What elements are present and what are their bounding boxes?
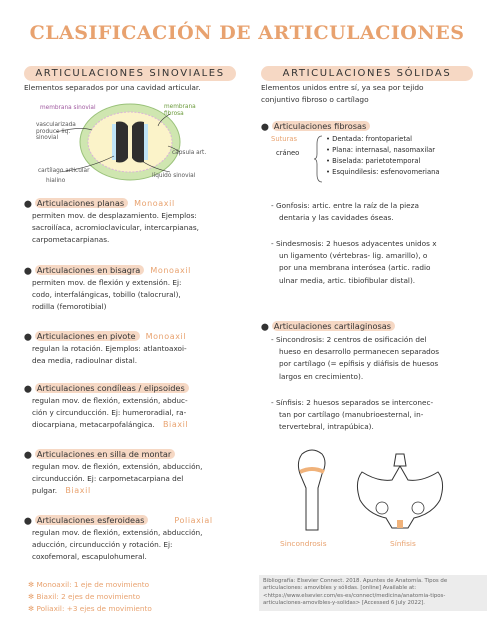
- craneo-label: cráneo: [276, 149, 300, 157]
- heading-fibrosas: ⬤ Articulaciones fibrosas: [261, 120, 370, 133]
- sinoviales-intro: Elementos separados por una cavidad articular.: [24, 83, 201, 92]
- banner-sinoviales: ARTICULACIONES SINOVIALES: [24, 66, 236, 81]
- planas-body: permiten mov. de desplazamiento. Ejemplos: sacroilíaca, acromioclavicular, intercarpianas, carpometacarpianas.: [32, 211, 199, 245]
- condileas-body: regulan mov. de flexión, extensión, abduc- ción y circunducción. Ej: humeroradial, ra- diocarpiana, metacarpofalángica. Biaxil: [32, 396, 189, 430]
- label-membrana-sinovial: membrana sinovial: [40, 105, 96, 111]
- caption-sinfisis: Sínfisis: [390, 539, 416, 548]
- heading-bisagra: ⬤ Articulaciones en bisagra Monoaxil: [24, 265, 191, 275]
- label-membrana-fibrosa: membrana fibrosa: [164, 104, 196, 117]
- banner-solidas: ARTICULACIONES SÓLIDAS: [261, 66, 473, 81]
- label-cartilago: cartílago articular: [38, 168, 90, 174]
- label-capsula: cápsula art.: [172, 150, 207, 156]
- label-vascularizada: vascularizada produce liq. sinovial: [36, 122, 76, 141]
- heading-planas: ⬤ Articulaciones planas Monoaxil: [24, 198, 175, 208]
- suturas-list: • Dentada: frontoparietal • Plana: internasal, nasomaxilar • Biselada: parietotemporal • Esquindilesis: esfenovomeriana: [326, 135, 440, 176]
- label-liquido: líquido sinovial: [152, 173, 196, 179]
- page-title: CLASIFICACIÓN DE ARTICULACIONES: [29, 22, 465, 44]
- sincondrosis-text: - Sincondrosis: 2 centros de osificación del hueso en desarrollo permanecen separados por cartílago (= epífisis y diáfisis de huesos largos en crecimiento).: [271, 335, 440, 381]
- heading-silla: ⬤ Articulaciones en silla de montar: [24, 448, 175, 461]
- suturas-label: Suturas: [271, 135, 298, 143]
- sinfisis-pelvis-illustration: [352, 452, 448, 536]
- axis-legend: ✻ Monoaxil: 1 eje de movimiento ✻ Biaxil: 2 ejes de movimiento ✻ Poliaxil: +3 ejes de movimiento: [28, 580, 152, 614]
- sinfisis-text: - Sínfisis: 2 huesos separados se interconec- tan por cartílago (manubrioesternal, in- tervertebral, intrapúbica).: [271, 398, 434, 432]
- sindesmosis-text: - Sindesmosis: 2 huesos adyacentes unidos x un ligamento (vértebras- lig. amarillo), o por una membrana interósea (artic. radio ulnar media, artic. tibiofibular distal).: [271, 239, 437, 285]
- label-hialino: hialino: [46, 178, 66, 184]
- heading-cartilaginosas: ⬤ Articulaciones cartilaginosas: [261, 320, 395, 333]
- bisagra-body: permiten mov. de flexión y extensión. Ej: codo, interfalángicas, tobillo (talocrural), rodilla (femorotibial): [32, 278, 182, 312]
- sincondrosis-bone-illustration: [288, 446, 336, 536]
- heading-pivote: ⬤ Articulaciones en pivote Monoaxil: [24, 331, 187, 341]
- heading-condileas: ⬤ Articulaciones condíleas / elipsoides: [24, 382, 189, 395]
- pivote-body: regulan la rotación. Ejemplos: atlantoaxoi- dea media, radioulnar distal.: [32, 344, 187, 366]
- suturas-brace: [314, 134, 324, 184]
- gonfosis-text: - Gonfosis: artic. entre la raíz de la pieza dentaria y las cavidades óseas.: [271, 201, 419, 223]
- bibliography: Bibliografía: Elsevier Connect. 2018. Apuntes de Anatomía. Tipos de articulaciones: amovibles y sólidas. [online] Available at: <https://www.elsevier.com/es-es/connect/medicina/anatomia-tipos-articulaciones-amovibles-y-solidas> [Accessed 6 July 2022].: [259, 575, 487, 611]
- caption-sincondrosis: Sincondrosis: [280, 539, 327, 548]
- esferoideas-body: regulan mov. de flexión, extensión, abducción, aducción, circunducción y rotación. Ej: coxofemoral, escapulohumeral.: [32, 528, 203, 562]
- silla-body: regulan mov. de flexión, extensión, abducción, circunducción. Ej: carpometacarpiana del pulgar. Biaxil: [32, 462, 203, 496]
- solidas-intro: Elementos unidos entre sí, ya sea por tejido conjuntivo fibroso o cartílago: [261, 83, 424, 104]
- heading-esferoideas: ⬤ Articulaciones esferoideas Poliaxial: [24, 515, 213, 525]
